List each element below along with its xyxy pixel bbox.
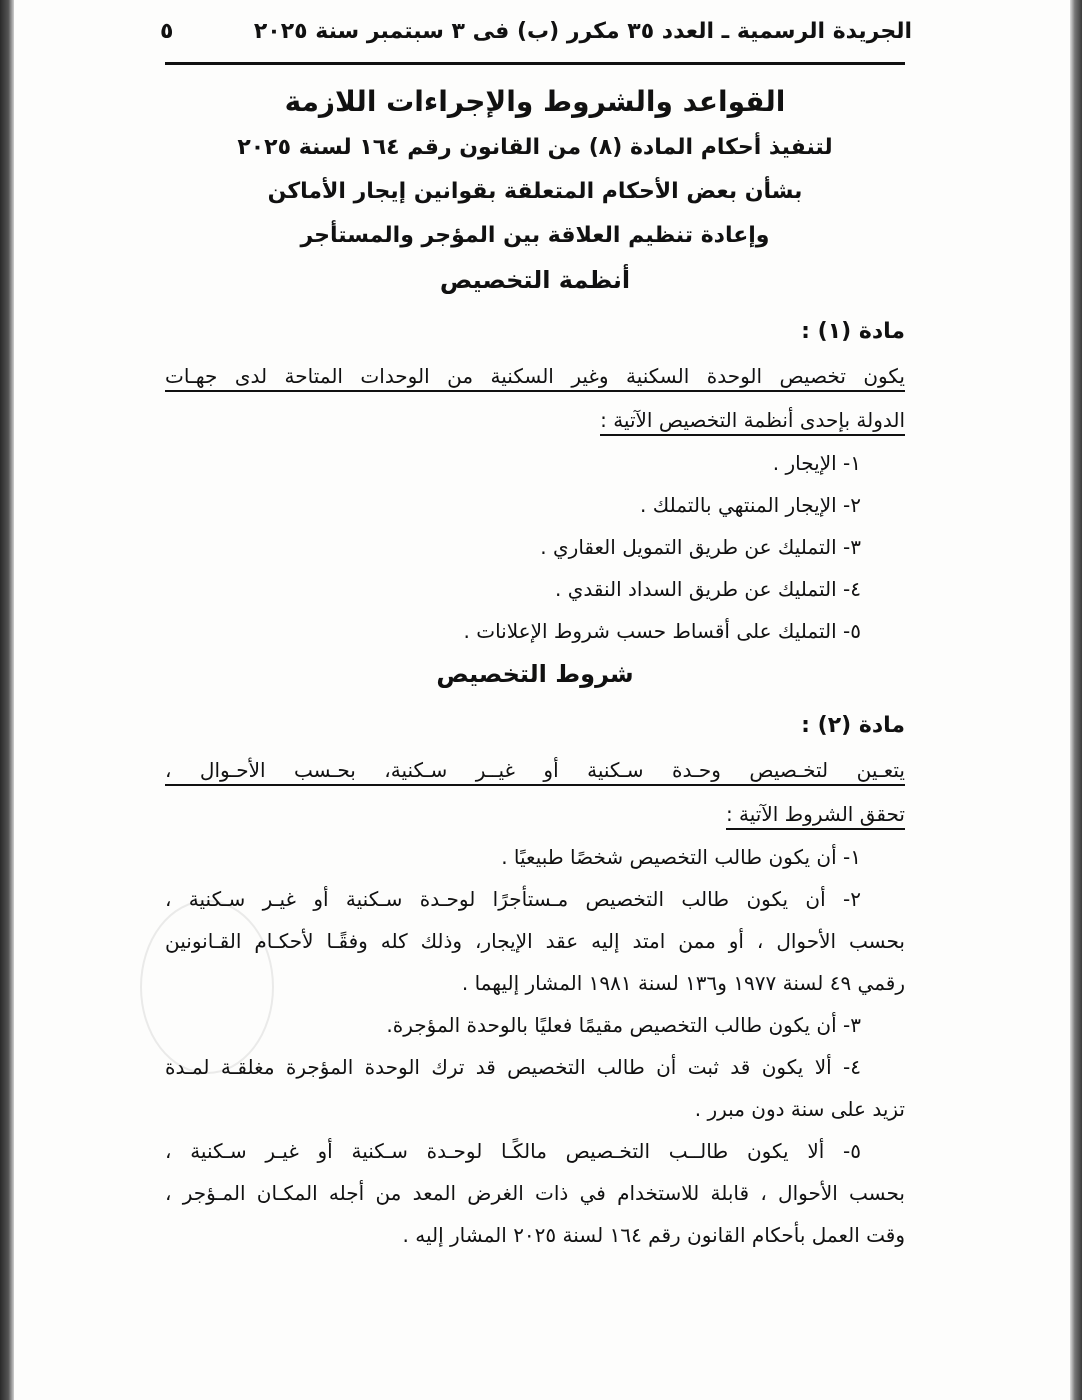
article-1-intro-line-1 — [165, 354, 905, 398]
list-item: ٢- أن يكون طالب التخصيص مـستأجرًا لوحـدة سـكنية أو غيـر سـكنية ، — [165, 887, 861, 911]
list-item-continuation: رقمي ٤٩ لسنة ١٩٧٧ و١٣٦ لسنة ١٩٨١ المشار إليهما . — [461, 971, 905, 995]
article-1-intro-text-1: يكون تخصيص الوحدة السكنية وغير السكنية من الوحدات المتاحة لدى جهـات — [165, 364, 905, 392]
list-item: ١- أن يكون طالب التخصيص شخصًا طبيعيًا . — [501, 845, 861, 869]
section-title-allocation-conditions: شروط التخصيص — [436, 660, 634, 688]
list-item: ٢- الإيجار المنتهي بالتملك . — [640, 493, 861, 517]
article-2-intro-text-1: يتعـين لتخـصيص وحـدة سـكنية أو غيــر سـكنية، بحـسب الأحـوال ، — [165, 758, 905, 786]
document-title: القواعد والشروط والإجراءات اللازمة — [284, 85, 786, 118]
list-item-continuation: وقت العمل بأحكام القانون رقم ١٦٤ لسنة ٢٠٢٥ المشار إليه . — [402, 1223, 905, 1247]
list-item: ٤- ألا يكون قد ثبت أن طالب التخصيص قد ترك الوحدة المؤجرة مغلقـة لمـدة — [165, 1055, 861, 1079]
page-edge-right — [1070, 0, 1082, 1400]
list-item: ٤- التمليك عن طريق السداد النقدي . — [555, 577, 861, 601]
list-item: ٥- التمليك على أقساط حسب شروط الإعلانات . — [463, 619, 861, 643]
page-number: ٥ — [160, 19, 174, 44]
article-2-heading: مادة (٢) : — [801, 713, 905, 738]
article-2-intro-line-1 — [165, 748, 905, 792]
article-1-heading: مادة (١) : — [801, 319, 905, 344]
header-rule — [165, 62, 905, 65]
subtitle-line-1: لتنفيذ أحكام المادة (٨) من القانون رقم ١٦٤ لسنة ٢٠٢٥ — [237, 135, 833, 160]
subtitle-line-2: بشأن بعض الأحكام المتعلقة بقوانين إيجار الأماكن — [267, 179, 803, 204]
allocation-systems-list — [165, 442, 905, 652]
list-item: ٣- التمليك عن طريق التمويل العقاري . — [540, 535, 861, 559]
subtitle-line-3: وإعادة تنظيم العلاقة بين المؤجر والمستأجر — [300, 223, 770, 248]
list-item-continuation: تزيد على سنة دون مبرر . — [694, 1097, 905, 1121]
article-2-intro-text-2: تحقق الشروط الآتية : — [726, 802, 905, 830]
article-1-intro-text-2: الدولة بإحدى أنظمة التخصيص الآتية : — [600, 408, 905, 436]
list-item-continuation: بحسب الأحوال ، أو ممن امتد إليه عقد الإيجار، وذلك كله وفقًـا لأحكـام القـانونين — [165, 929, 905, 953]
page-edge-left — [0, 0, 14, 1400]
list-item: ٣- أن يكون طالب التخصيص مقيمًا فعليًا بالوحدة المؤجرة. — [386, 1013, 861, 1037]
section-title-allocation-systems: أنظمة التخصيص — [439, 266, 631, 294]
article-2-intro-line-2 — [165, 792, 905, 836]
article-1-intro-line-2 — [165, 398, 905, 442]
list-item-continuation: بحسب الأحوال ، قابلة للاستخدام في ذات الغرض المعد من أجله المكـان المـؤجر ، — [165, 1181, 905, 1205]
gazette-header: الجريدة الرسمية ـ العدد ٣٥ مكرر (ب) فى ٣ سبتمبر سنة ٢٠٢٥ — [253, 19, 912, 44]
document-body — [165, 78, 905, 1256]
list-item: ٥- ألا يكون طالــب التخـصيص مالكًـا لوحـدة سـكنية أو غيـر سـكنية ، — [165, 1139, 861, 1163]
list-item: ١- الإيجار . — [772, 451, 861, 475]
allocation-conditions-list — [165, 836, 905, 1256]
